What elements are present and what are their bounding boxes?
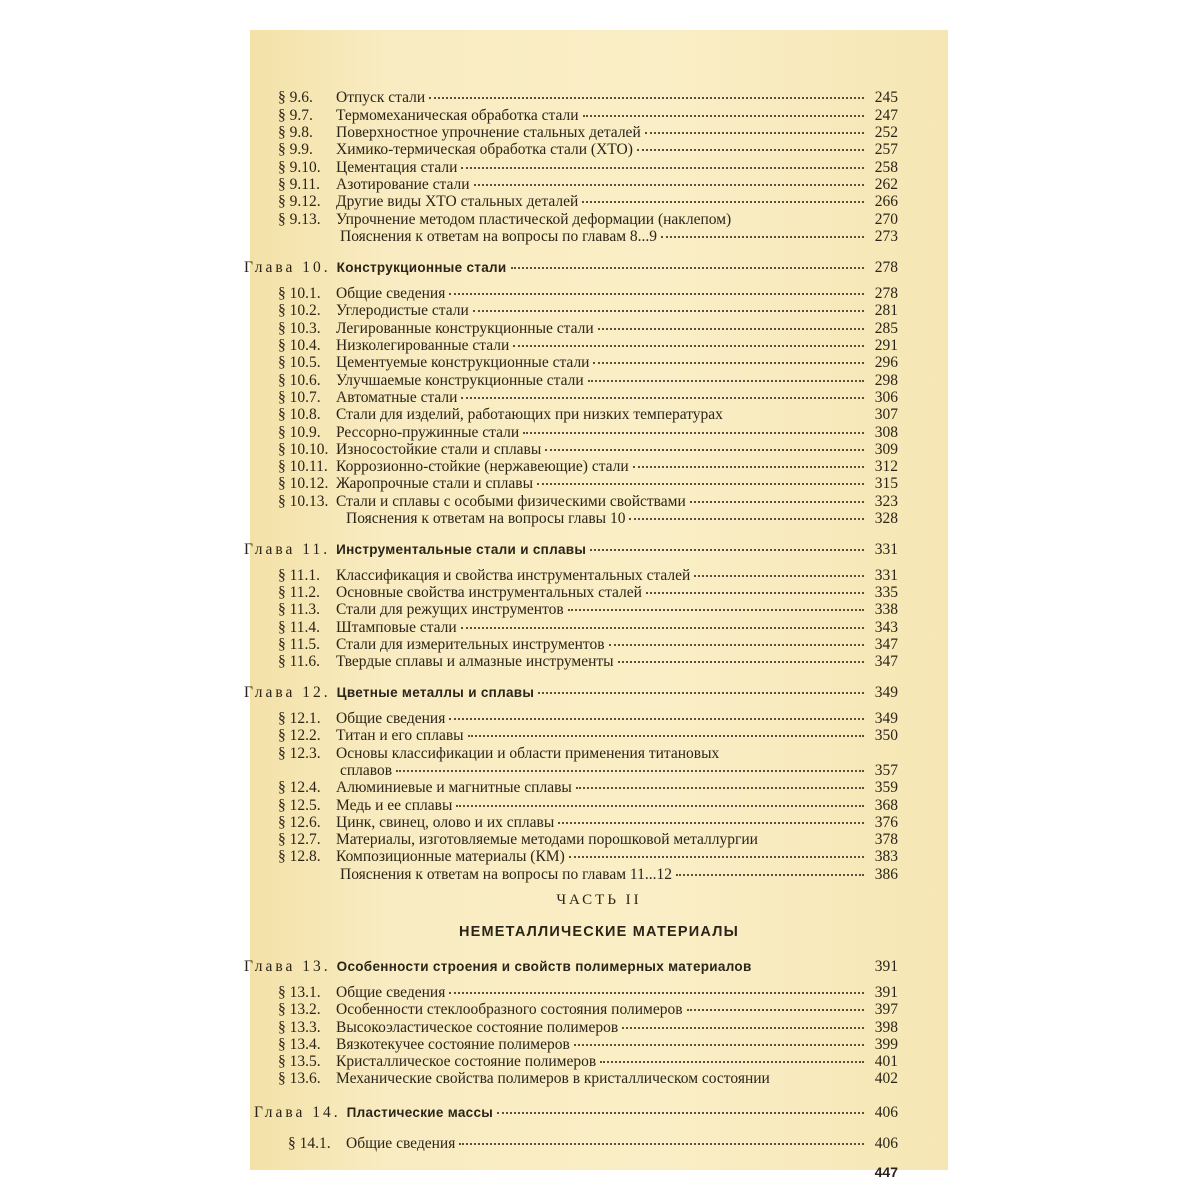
section-number: § 10.1.	[278, 285, 321, 302]
dot-leader	[762, 840, 864, 841]
toc-entry	[278, 710, 898, 727]
section-number: § 10.12.	[278, 475, 329, 492]
toc-entry	[278, 89, 898, 106]
dot-leader	[646, 591, 864, 594]
section-number: § 10.11.	[278, 458, 328, 475]
dot-leader	[473, 309, 864, 312]
section-number: § 12.3.	[278, 745, 321, 762]
entry-title: Стали для изделий, работающих при низких температурах	[336, 406, 723, 423]
entry-page: 406	[874, 1135, 898, 1152]
dot-leader	[735, 220, 864, 221]
dot-leader	[694, 574, 864, 577]
entry-title: Автоматные стали	[336, 389, 458, 406]
entry-page: 306	[874, 389, 898, 406]
toc-entry	[278, 797, 898, 814]
entry-title: Углеродистые стали	[336, 302, 469, 319]
entry-page: 401	[874, 1053, 898, 1070]
dot-leader	[461, 396, 864, 399]
entry-title: Отпуск стали	[336, 89, 426, 106]
toc-entry	[278, 458, 898, 475]
dot-leader	[645, 131, 864, 134]
toc-entry	[278, 1070, 898, 1087]
entry-title: Штамповые стали	[336, 619, 457, 636]
entry-page: 347	[874, 636, 898, 653]
entry-page: 399	[874, 1036, 898, 1053]
toc-entry	[278, 211, 898, 228]
section-number: § 11.1.	[278, 567, 321, 584]
entry-page: 391	[874, 958, 898, 975]
entry-title: Химико-термическая обработка стали (ХТО)	[336, 141, 633, 158]
entry-page: 335	[874, 584, 898, 601]
toc-entry	[278, 354, 898, 371]
entry-page: 391	[874, 984, 898, 1001]
entry-title: Твердые сплавы и алмазные инструменты	[336, 653, 614, 670]
entry-title: Классификация и свойства инструментальных сталей	[336, 567, 691, 584]
toc-entry	[278, 372, 898, 389]
dot-leader	[449, 292, 864, 295]
entry-title: Материалы, изготовляемые методами порошковой металлургии	[336, 831, 758, 848]
toc-entry	[340, 228, 898, 245]
toc-entry	[278, 320, 898, 337]
dot-leader	[513, 344, 864, 347]
entry-title: Вязкотекучее состояние полимеров	[336, 1036, 570, 1053]
dot-leader	[598, 327, 864, 330]
section-number: § 9.12.	[278, 193, 321, 210]
entry-title: Пояснения к ответам на вопросы по главам 11...12	[340, 866, 672, 883]
chapter-number: Глава 14.	[254, 1104, 341, 1121]
entry-title: Стали для режущих инструментов	[336, 601, 564, 618]
section-number: § 9.6.	[278, 89, 313, 106]
entry-title: Коррозионно-стойкие (нержавеющие) стали	[336, 458, 629, 475]
toc-entry	[278, 475, 898, 492]
entry-title: Пластические массы	[346, 1105, 494, 1120]
dot-leader	[756, 967, 864, 968]
entry-page: 368	[874, 797, 898, 814]
entry-page: 291	[874, 337, 898, 354]
toc-entry	[278, 601, 898, 618]
entry-page: 349	[874, 684, 898, 701]
entry-title: Азотирование стали	[336, 176, 470, 193]
entry-title: Жаропрочные стали и сплавы	[336, 475, 533, 492]
entry-title: Стали и сплавы с особыми физическими свойствами	[336, 493, 686, 510]
dot-leader	[723, 754, 864, 755]
toc-entry	[288, 1135, 898, 1152]
toc-entry	[278, 493, 898, 510]
entry-title: Кристаллическое состояние полимеров	[336, 1053, 597, 1070]
section-number: § 10.6.	[278, 372, 321, 389]
dot-leader	[545, 448, 864, 451]
toc-entry	[278, 1053, 898, 1070]
section-number: § 10.2.	[278, 302, 321, 319]
entry-page: 281	[874, 302, 898, 319]
entry-page: 307	[874, 406, 898, 423]
dot-leader	[588, 379, 864, 382]
entry-title: Цинк, свинец, олово и их сплавы	[336, 814, 555, 831]
entry-page: 315	[874, 475, 898, 492]
section-number: § 12.6.	[278, 814, 321, 831]
toc-chapter-entry	[244, 958, 898, 975]
dot-leader	[461, 626, 864, 629]
entry-page: 298	[874, 372, 898, 389]
part-subtitle: НЕМЕТАЛЛИЧЕСКИЕ МАТЕРИАЛЫ	[458, 924, 740, 940]
dot-leader	[609, 643, 864, 646]
dot-leader	[590, 548, 864, 551]
section-number: § 12.5.	[278, 797, 321, 814]
toc-chapter-entry	[244, 684, 898, 701]
toc-entry	[278, 124, 898, 141]
entry-page: 406	[874, 1104, 898, 1121]
entry-title: Пояснения к ответам на вопросы по главам 8...9	[340, 228, 658, 245]
section-number: § 10.9.	[278, 424, 321, 441]
dot-leader	[497, 1111, 864, 1114]
toc-chapter-entry	[244, 541, 898, 558]
section-number: § 12.7.	[278, 831, 321, 848]
dot-leader	[622, 1026, 864, 1029]
entry-title: сплавов	[340, 762, 393, 779]
section-number: § 10.13.	[278, 493, 329, 510]
entry-page: 349	[874, 710, 898, 727]
entry-page: 273	[874, 228, 898, 245]
page-number: 447	[874, 1164, 898, 1180]
toc-entry	[278, 848, 898, 865]
toc-entry	[278, 653, 898, 670]
toc-entry	[340, 866, 898, 883]
chapter-number: Глава 12.	[244, 684, 331, 701]
book-page	[244, 30, 948, 1180]
dot-leader	[600, 1060, 864, 1063]
chapter-number: Глава 11.	[244, 541, 331, 558]
entry-page: 359	[874, 779, 898, 796]
toc-entry	[278, 619, 898, 636]
dot-leader	[633, 465, 864, 468]
section-number: § 10.8.	[278, 406, 321, 423]
section-number: § 13.1.	[278, 984, 321, 1001]
entry-page: 308	[874, 424, 898, 441]
section-number: § 12.1.	[278, 710, 321, 727]
section-number: § 9.7.	[278, 107, 313, 124]
section-number: § 11.6.	[278, 653, 321, 670]
toc-entry	[278, 636, 898, 653]
entry-title: Упрочнение методом пластической деформации (наклепом)	[336, 211, 732, 228]
toc-entry	[278, 176, 898, 193]
entry-page: 331	[874, 567, 898, 584]
entry-page: 343	[874, 619, 898, 636]
dot-leader	[569, 855, 864, 858]
dot-leader	[538, 691, 864, 694]
entry-page: 376	[874, 814, 898, 831]
entry-page: 252	[874, 124, 898, 141]
section-number: § 10.3.	[278, 320, 321, 337]
entry-page: 331	[874, 541, 898, 558]
section-number: § 13.2.	[278, 1001, 321, 1018]
entry-page: 312	[874, 458, 898, 475]
toc-chapter-entry	[254, 1104, 898, 1121]
section-number: § 13.5.	[278, 1053, 321, 1070]
toc-entry	[278, 1019, 898, 1036]
dot-leader	[593, 361, 864, 364]
entry-title: Титан и его сплавы	[336, 727, 464, 744]
section-number: § 13.6.	[278, 1070, 321, 1087]
entry-title: Износостойкие стали и сплавы	[336, 441, 542, 458]
entry-page: 350	[874, 727, 898, 744]
dot-leader	[583, 114, 864, 117]
entry-page: 398	[874, 1019, 898, 1036]
dot-leader	[396, 769, 864, 772]
entry-page: 262	[874, 176, 898, 193]
toc-entry	[278, 831, 898, 848]
entry-page: 328	[874, 510, 898, 527]
toc-entry	[278, 302, 898, 319]
toc-entry	[278, 389, 898, 406]
entry-title: Алюминиевые и магнитные сплавы	[336, 779, 572, 796]
toc-entry	[278, 441, 898, 458]
section-number: § 12.2.	[278, 727, 321, 744]
entry-page: 357	[874, 762, 898, 779]
entry-page: 383	[874, 848, 898, 865]
toc-entry	[278, 779, 898, 796]
section-number: § 14.1.	[288, 1135, 331, 1152]
dot-leader	[523, 431, 864, 434]
section-number: § 9.9.	[278, 141, 313, 158]
entry-title: Медь и ее сплавы	[336, 797, 453, 814]
section-number: § 12.8.	[278, 848, 321, 865]
entry-title: Общие сведения	[346, 1135, 456, 1152]
toc-entry	[278, 285, 898, 302]
dot-leader	[511, 266, 865, 269]
toc-entry	[340, 762, 898, 779]
entry-page: 397	[874, 1001, 898, 1018]
entry-page: 258	[874, 159, 898, 176]
dot-leader	[618, 660, 864, 663]
entry-page: 247	[874, 107, 898, 124]
entry-title: Другие виды ХТО стальных деталей	[336, 193, 579, 210]
dot-leader	[461, 166, 864, 169]
dot-leader	[676, 873, 864, 876]
section-number: § 13.4.	[278, 1036, 321, 1053]
toc-entry	[278, 584, 898, 601]
section-number: § 11.2.	[278, 584, 321, 601]
dot-leader	[774, 1079, 864, 1080]
dot-leader	[468, 734, 864, 737]
toc-entry	[278, 814, 898, 831]
part-title: ЧАСТЬ II	[556, 892, 642, 908]
entry-title: Цементуемые конструкционные стали	[336, 354, 590, 371]
dot-leader	[727, 415, 864, 416]
entry-page: 338	[874, 601, 898, 618]
toc-entry	[278, 1001, 898, 1018]
entry-title: Низколегированные стали	[336, 337, 510, 354]
dot-leader	[661, 235, 864, 238]
dot-leader	[449, 991, 864, 994]
dot-leader	[459, 1142, 864, 1145]
section-number: § 13.3.	[278, 1019, 321, 1036]
entry-page: 257	[874, 141, 898, 158]
dot-leader	[429, 96, 864, 99]
entry-page: 309	[874, 441, 898, 458]
entry-title: Основные свойства инструментальных сталей	[336, 584, 642, 601]
entry-page: 402	[874, 1070, 898, 1087]
toc-entry	[278, 406, 898, 423]
section-number: § 9.10.	[278, 159, 321, 176]
entry-title: Общие сведения	[336, 710, 446, 727]
chapter-number: Глава 10.	[244, 259, 331, 276]
dot-leader	[456, 804, 864, 807]
dot-leader	[637, 148, 864, 151]
dot-leader	[690, 500, 864, 503]
entry-title: Легированные конструкционные стали	[336, 320, 594, 337]
entry-title: Высокоэластическое состояние полимеров	[336, 1019, 619, 1036]
section-number: § 9.8.	[278, 124, 313, 141]
entry-page: 245	[874, 89, 898, 106]
entry-page: 347	[874, 653, 898, 670]
toc-entry	[346, 510, 898, 527]
toc-entry	[278, 567, 898, 584]
toc-entry	[278, 424, 898, 441]
dot-leader	[449, 717, 864, 720]
entry-title: Механические свойства полимеров в кристаллическом состоянии	[336, 1070, 770, 1087]
entry-page: 278	[874, 285, 898, 302]
entry-page: 270	[874, 211, 898, 228]
section-number: § 11.3.	[278, 601, 321, 618]
toc-entry	[278, 984, 898, 1001]
dot-leader	[629, 517, 864, 520]
entry-title: Инструментальные стали и сплавы	[336, 542, 587, 557]
entry-title: Общие сведения	[336, 984, 446, 1001]
section-number: § 12.4.	[278, 779, 321, 796]
entry-title: Композиционные материалы (КМ)	[336, 848, 565, 865]
entry-page: 386	[874, 866, 898, 883]
dot-leader	[576, 786, 864, 789]
toc-entry	[278, 1036, 898, 1053]
dot-leader	[582, 200, 864, 203]
entry-page: 278	[874, 259, 898, 276]
chapter-number: Глава 13.	[244, 958, 331, 975]
entry-title: Общие сведения	[336, 285, 446, 302]
dot-leader	[474, 183, 864, 186]
dot-leader	[687, 1008, 864, 1011]
toc-entry	[278, 141, 898, 158]
toc-entry	[278, 193, 898, 210]
entry-title: Особенности стеклообразного состояния полимеров	[336, 1001, 683, 1018]
section-number: § 9.13.	[278, 211, 321, 228]
toc-chapter-entry	[244, 259, 898, 276]
entry-title: Особенности строения и свойств полимерных материалов	[336, 959, 752, 974]
entry-title: Поверхностное упрочнение стальных деталей	[336, 124, 641, 141]
toc-entry	[278, 107, 898, 124]
toc-entry	[278, 159, 898, 176]
section-number: § 10.7.	[278, 389, 321, 406]
entry-title: Цементация стали	[336, 159, 458, 176]
entry-title: Термомеханическая обработка стали	[336, 107, 579, 124]
toc-entry	[278, 745, 898, 762]
section-number: § 10.5.	[278, 354, 321, 371]
entry-title: Улучшаемые конструкционные стали	[336, 372, 584, 389]
entry-title: Рессорно-пружинные стали	[336, 424, 520, 441]
entry-page: 296	[874, 354, 898, 371]
entry-title: Стали для измерительных инструментов	[336, 636, 605, 653]
entry-page: 266	[874, 193, 898, 210]
entry-title: Пояснения к ответам на вопросы главы 10	[346, 510, 626, 527]
dot-leader	[537, 482, 864, 485]
entry-title: Цветные металлы и сплавы	[336, 685, 535, 700]
toc-entry	[278, 337, 898, 354]
table-of-contents	[244, 30, 948, 1170]
dot-leader	[558, 821, 864, 824]
toc-entry	[278, 727, 898, 744]
section-number: § 11.5.	[278, 636, 321, 653]
entry-title: Конструкционные стали	[336, 260, 507, 275]
dot-leader	[574, 1043, 864, 1046]
entry-page: 323	[874, 493, 898, 510]
entry-page: 378	[874, 831, 898, 848]
entry-page: 285	[874, 320, 898, 337]
dot-leader	[568, 608, 864, 611]
section-number: § 10.10.	[278, 441, 329, 458]
section-number: § 10.4.	[278, 337, 321, 354]
section-number: § 9.11.	[278, 176, 321, 193]
section-number: § 11.4.	[278, 619, 321, 636]
entry-title: Основы классификации и области применения титановых	[336, 745, 720, 762]
